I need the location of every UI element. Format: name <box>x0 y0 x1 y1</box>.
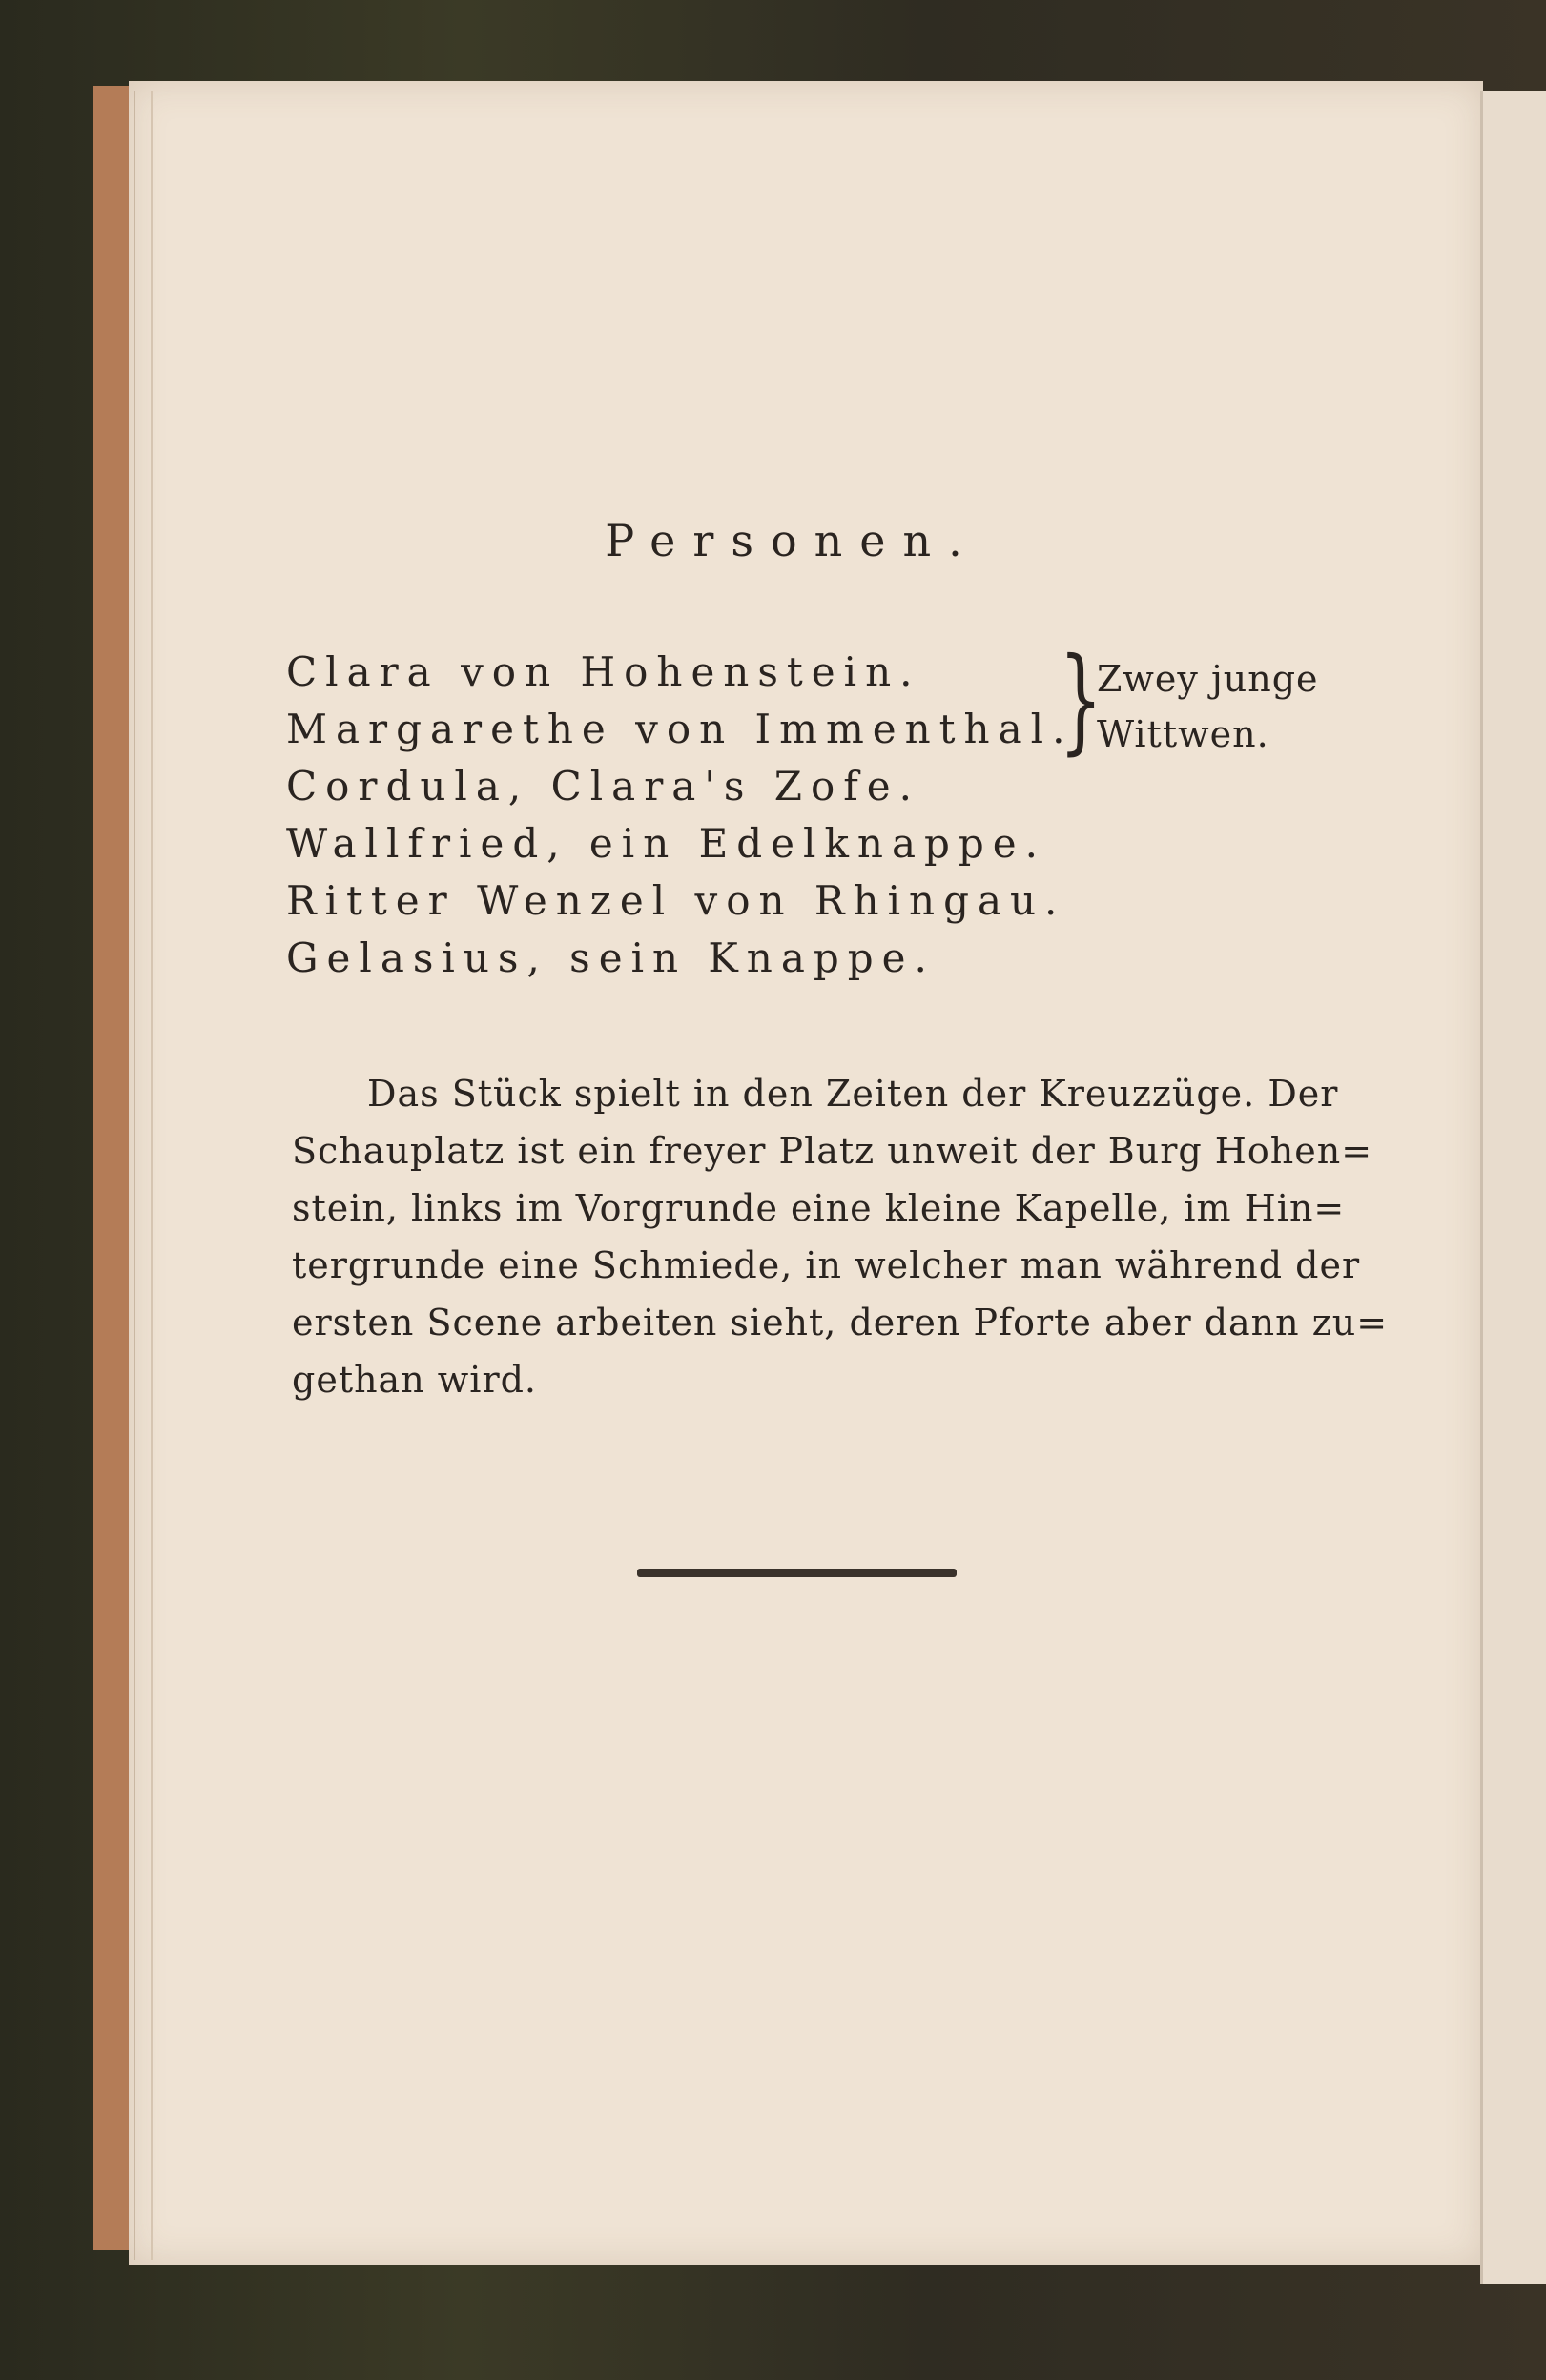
paragraph-line: gethan wird. <box>292 1359 538 1401</box>
paragraph-line: stein, links im Vorgrunde eine kleine Kapelle, im Hin= <box>292 1187 1346 1229</box>
cast-member: Wallfried, ein Edelknappe. <box>286 820 1046 867</box>
cast-member: Clara von Hohenstein. <box>286 648 921 695</box>
cast-note-line: Wittwen. <box>1097 713 1269 755</box>
book-page <box>129 81 1483 2265</box>
decorative-rule <box>637 1569 957 1577</box>
cast-member: Ritter Wenzel von Rhingau. <box>286 877 1066 924</box>
paragraph-line: Schauplatz ist ein freyer Platz unweit der Burg Hohen= <box>292 1130 1373 1172</box>
paragraph-line: Das Stück spielt in den Zeiten der Kreuzzüge. Der <box>367 1073 1339 1115</box>
cast-member: Cordula, Clara's Zofe. <box>286 763 921 810</box>
cast-note-line: Zwey junge <box>1097 658 1319 700</box>
cast-member: Margarethe von Immenthal. <box>286 706 1074 752</box>
cast-brace: } <box>1059 634 1103 767</box>
paragraph-line: tergrunde eine Schmiede, in welcher man während der <box>292 1244 1361 1286</box>
paragraph-line: ersten Scene arbeiten sieht, deren Pforte aber dann zu= <box>292 1302 1389 1344</box>
page-heading: Personen. <box>605 515 979 566</box>
page-stack-edge <box>134 91 153 2260</box>
cast-member: Gelasius, sein Knappe. <box>286 934 936 981</box>
facing-page-edge <box>1480 91 1546 2284</box>
